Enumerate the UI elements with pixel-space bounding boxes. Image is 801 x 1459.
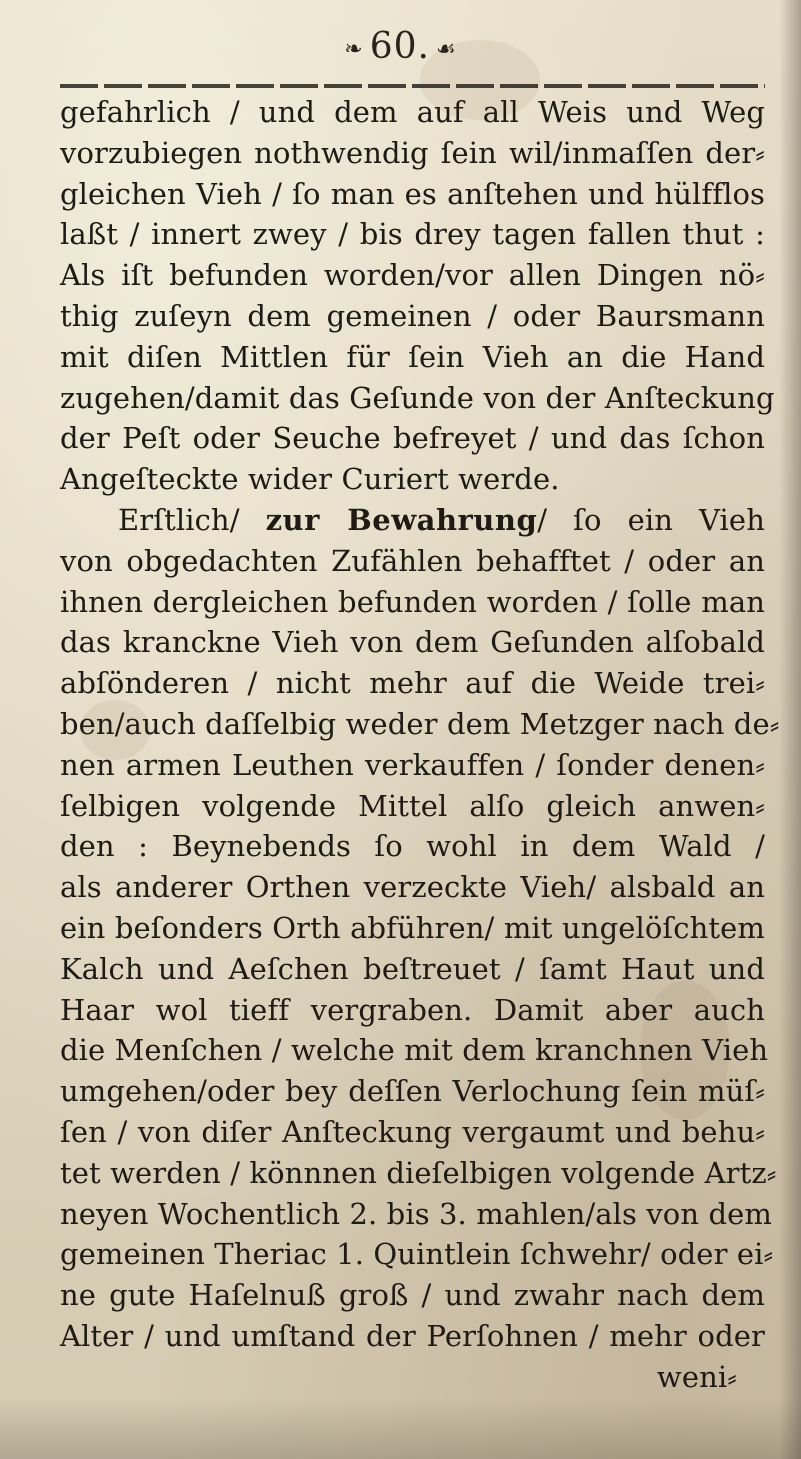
text-line: Haar wol tieff vergraben. Damit aber auch — [60, 992, 765, 1027]
text-fragment: / ſo ein Vieh — [537, 502, 765, 537]
text-fragment: Erſtlich/ — [118, 502, 240, 537]
text-line: ein beſonders Orth abführen/ mit ungelöſchtem — [60, 910, 765, 945]
text-line: abſönderen / nicht mehr auf die Weide trei⸗ — [60, 666, 765, 701]
text-line: laßt / innert zwey / bis drey tagen fallen thut : — [60, 217, 765, 252]
text-line: zugehen/damit das Geſunde von der Anſteckung — [60, 380, 775, 415]
text-line: mit diſen Mittlen für ſein Vieh an die Hand — [60, 339, 765, 374]
text-line: gemeinen Theriac 1. Quintlein ſchwehr/ oder ei⸗ — [60, 1237, 774, 1272]
text-line: gefahrlich / und dem auf all Weis und Weg — [60, 95, 765, 129]
text-line: thig zuſeyn dem gemeinen / oder Baursmann — [60, 298, 765, 333]
text-line: Als iſt befunden worden/vor allen Dingen nö⸗ — [60, 258, 765, 293]
text-line: tet werden / könnnen dieſelbigen volgende Artz⸗ — [60, 1155, 777, 1190]
ornament-right-icon: ☙ — [435, 36, 457, 62]
text-line: den : Beynebends ſo wohl in dem Wald / — [60, 829, 765, 864]
text-line: Alter / und umſtand der Perſohnen / mehr oder — [60, 1318, 765, 1353]
text-line-heading — [60, 500, 765, 541]
body-text — [60, 92, 780, 1398]
text-line: das kranckne Vieh von dem Geſunden alſobald — [60, 625, 765, 660]
text-line: neyen Wochentlich 2. bis 3. mahlen/als von dem — [60, 1196, 772, 1231]
text-line: ben/auch daſſelbig weder dem Metzger nach de⸗ — [60, 706, 780, 741]
text-line: umgehen/oder bey deſſen Verlochung ſein müſ⸗ — [60, 1074, 765, 1109]
text-line: Angeſteckte wider Curiert werde. — [60, 462, 560, 497]
text-line: als anderer Orthen verzeckte Vieh/ alsbald an — [60, 870, 765, 905]
ornament-left-icon: ❧ — [344, 36, 364, 62]
page-header — [0, 22, 801, 82]
text-line: ne gute Haſelnuß groß / und zwahr nach dem — [60, 1278, 765, 1313]
page-number — [0, 26, 801, 67]
text-line: von obgedachten Zufählen behafftet / oder an — [60, 543, 765, 578]
text-line: ſen / von diſer Anſteckung vergaumt und behu⸗ — [60, 1114, 765, 1149]
text-line: die Menſchen / welche mit dem kranchnen Vieh — [60, 1033, 769, 1068]
emphasized-heading: zur Bewahrung — [265, 502, 538, 537]
page-edge-shadow — [779, 0, 801, 1459]
catchword: weni⸗ — [656, 1359, 737, 1394]
header-rule — [60, 84, 765, 88]
text-line: gleichen Vieh / ſo man es anſtehen und hülfflos — [60, 176, 765, 211]
text-line: nen armen Leuthen verkauffen / ſonder denen⸗ — [60, 747, 765, 782]
text-line: vorzubiegen nothwendig ſein wil/inmaſſen der⸗ — [60, 135, 765, 170]
page-bottom-shadow — [0, 1399, 801, 1459]
text-line: Kalch und Aeſchen beſtreuet / ſamt Haut und — [60, 951, 765, 986]
text-line: ſelbigen volgende Mittel alſo gleich anwen⸗ — [60, 788, 765, 823]
text-line: der Peſt oder Seuche befreyet / und das ſchon — [60, 421, 765, 456]
page-number-text: 60. — [369, 26, 430, 67]
text-line: ihnen dergleichen befunden worden / ſolle man — [60, 584, 765, 619]
